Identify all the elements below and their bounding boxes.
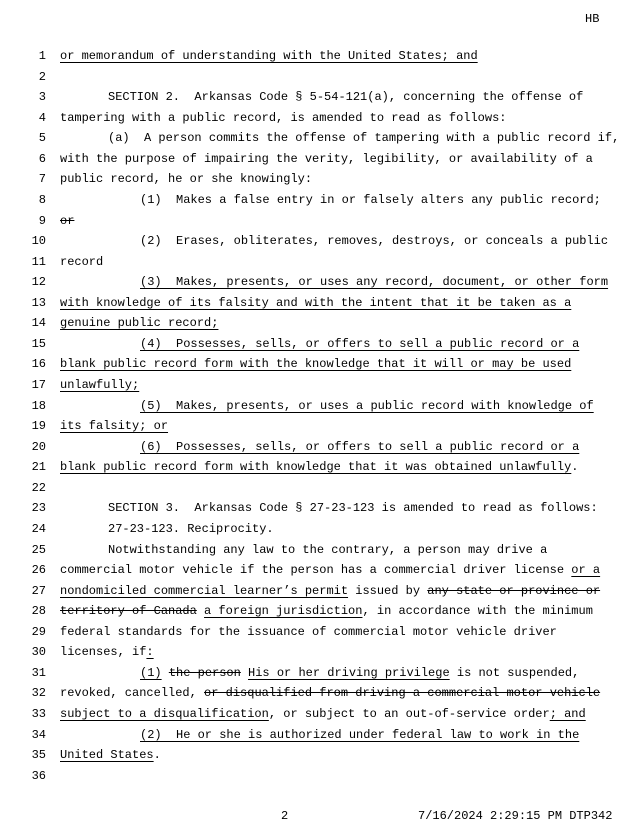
text-segment-strike: or disqualified from driving a commercial motor vehicle (204, 686, 601, 701)
text-segment-underline: blank public record form with the knowledge that it will or may be used (60, 357, 572, 372)
text-segment-underline: United States (60, 748, 154, 763)
text-segment-plain (197, 604, 204, 618)
document-line (0, 190, 638, 211)
document-line (0, 601, 638, 622)
timestamp: 7/16/2024 2:29:15 PM DTP342 (418, 809, 613, 823)
line-text (60, 498, 598, 519)
line-number: 19 (31, 419, 46, 434)
document-line (0, 766, 638, 787)
document-line (0, 313, 638, 334)
text-segment-underline: ; and (549, 707, 586, 721)
line-text (60, 642, 154, 663)
line-text (60, 704, 586, 725)
text-segment-plain: tampering with a public record, is amended to read as follows: (60, 110, 507, 125)
document-line (0, 211, 638, 232)
document-line (0, 375, 638, 396)
text-segment-strike: territory of Canada (60, 604, 197, 619)
line-text (60, 601, 593, 622)
document-line (0, 540, 638, 561)
line-number: 23 (31, 501, 46, 516)
line-text (60, 560, 600, 581)
line-number: 4 (38, 110, 46, 125)
text-segment-underline: (3) Makes, presents, or uses any record, document, or other form (140, 275, 609, 290)
document-line (0, 67, 638, 88)
line-text (60, 211, 74, 232)
line-number: 30 (31, 645, 46, 660)
text-segment-underline: its falsity; or (60, 419, 169, 434)
line-number: 16 (31, 357, 46, 372)
line-number: 2 (38, 69, 46, 84)
line-text (60, 313, 218, 334)
text-segment-underline: or memorandum of understanding with the United States; and (60, 49, 478, 63)
text-segment-plain: 27-23-123. Reciprocity. (108, 521, 274, 536)
text-segment-plain: public record, he or she knowingly: (60, 172, 313, 187)
line-number: 10 (31, 234, 46, 249)
line-number: 11 (31, 254, 46, 269)
text-segment-plain: revoked, cancelled, (60, 686, 205, 701)
text-segment-underline: blank public record form with knowledge that it was obtained unlawfully (60, 460, 572, 475)
document-line (0, 437, 638, 458)
document-line (0, 622, 638, 643)
text-segment-underline: unlawfully; (60, 378, 140, 392)
document-line (0, 704, 638, 725)
line-text (60, 663, 579, 684)
text-segment-plain: SECTION 2. Arkansas Code § 5-54-121(a), concerning the offense of (108, 90, 584, 105)
text-segment-plain: is not suspended, (449, 665, 580, 680)
document-line (0, 108, 638, 129)
document-line (0, 252, 638, 273)
line-text (60, 108, 506, 129)
line-number: 24 (31, 521, 46, 536)
line-number: 28 (31, 604, 46, 619)
text-segment-plain: federal standards for the issuance of commercial motor vehicle driver (60, 624, 557, 639)
text-segment-plain: with the purpose of impairing the verity, legibility, or availability of a (60, 151, 593, 166)
text-segment-plain: . (571, 460, 579, 475)
line-number: 13 (31, 295, 46, 310)
document-line (0, 725, 638, 746)
line-text (60, 581, 600, 602)
text-segment-plain: , in accordance with the minimum (362, 604, 593, 619)
document-line (0, 457, 638, 478)
line-number: 7 (38, 172, 46, 187)
line-text (60, 272, 608, 293)
document-line (0, 87, 638, 108)
text-segment-plain: SECTION 3. Arkansas Code § 27-23-123 is amended to read as follows: (108, 501, 598, 516)
line-number: 5 (38, 131, 46, 146)
bill-type-label: HB (585, 12, 600, 26)
text-segment-plain: Notwithstanding any law to the contrary, a person may drive a (108, 542, 548, 557)
document-line (0, 293, 638, 314)
text-segment-strike: any state or province or (427, 583, 601, 598)
document-line (0, 334, 638, 355)
document-line (0, 149, 638, 170)
text-segment-underline: His or her driving privilege (248, 665, 450, 680)
line-number: 6 (38, 151, 46, 166)
line-number: 25 (31, 542, 46, 557)
text-segment-underline: (1) (140, 665, 162, 680)
line-text (60, 396, 594, 417)
line-number: 17 (31, 378, 46, 392)
text-segment-underline: (4) Possesses, sells, or offers to sell a public record or a (140, 336, 580, 351)
line-number: 8 (38, 192, 46, 207)
line-number: 32 (31, 686, 46, 701)
line-text (60, 190, 601, 211)
line-number: 31 (31, 665, 46, 680)
line-text (60, 87, 583, 108)
line-number: 34 (31, 727, 46, 742)
line-text (60, 128, 619, 149)
line-text (60, 375, 139, 396)
page-footer (0, 806, 638, 827)
bill-text-body (0, 46, 638, 786)
line-number: 22 (31, 480, 46, 495)
line-text (60, 46, 478, 67)
text-segment-underline: or a (571, 563, 601, 578)
text-segment-plain: issued by (348, 583, 428, 598)
line-text (60, 457, 579, 478)
document-line (0, 46, 638, 67)
text-segment-underline: (2) He or she is authorized under federal law to work in the (140, 727, 580, 742)
text-segment-plain: . (153, 748, 161, 763)
line-text (60, 252, 103, 273)
document-line (0, 169, 638, 190)
line-text (60, 231, 608, 252)
line-text (60, 745, 161, 766)
line-number: 21 (31, 460, 46, 475)
text-segment-plain: (a) A person commits the offense of tampering with a public record if, (108, 131, 620, 146)
text-segment-plain: , or subject to an out-of-service order (268, 707, 550, 721)
text-segment-strike: or (60, 213, 75, 228)
document-line (0, 231, 638, 252)
line-text (60, 725, 579, 746)
document-line (0, 272, 638, 293)
text-segment-plain (241, 666, 248, 680)
line-number: 18 (31, 398, 46, 413)
line-text (60, 519, 274, 540)
document-line (0, 354, 638, 375)
text-segment-underline: a foreign jurisdiction (204, 604, 363, 619)
line-text (60, 354, 571, 375)
line-number: 26 (31, 563, 46, 578)
line-number: 35 (31, 748, 46, 763)
line-number: 29 (31, 624, 46, 639)
text-segment-plain: licenses, if (60, 645, 147, 660)
line-text (60, 683, 600, 704)
document-line (0, 128, 638, 149)
document-line (0, 519, 638, 540)
line-number: 33 (31, 707, 46, 721)
document-line (0, 478, 638, 499)
line-text (60, 540, 547, 561)
line-number: 3 (38, 90, 46, 105)
line-number: 14 (31, 316, 46, 331)
text-segment-plain (162, 666, 169, 680)
line-text (60, 169, 312, 190)
document-line (0, 396, 638, 417)
line-text (60, 334, 579, 355)
text-segment-underline: subject to a disqualification (60, 707, 269, 721)
text-segment-strike: the person (168, 665, 241, 680)
document-line (0, 560, 638, 581)
line-number: 15 (31, 336, 46, 351)
text-segment-plain: record (60, 254, 104, 269)
document-line (0, 581, 638, 602)
line-number: 20 (31, 439, 46, 454)
text-segment-underline: genuine public record; (60, 316, 219, 331)
document-line (0, 683, 638, 704)
line-number: 9 (38, 213, 46, 228)
line-text (60, 416, 168, 437)
line-number: 36 (31, 768, 46, 783)
line-text (60, 149, 593, 170)
document-line (0, 416, 638, 437)
document-line (0, 663, 638, 684)
page-number: 2 (281, 809, 289, 823)
line-text (60, 437, 579, 458)
document-line (0, 498, 638, 519)
text-segment-underline: nondomiciled commercial learner’s permit (60, 583, 349, 598)
line-text (60, 293, 571, 314)
text-segment-underline: (6) Possesses, sells, or offers to sell a public record or a (140, 439, 580, 454)
text-segment-underline: with knowledge of its falsity and with the intent that it be taken as a (60, 295, 572, 310)
line-number: 1 (38, 49, 46, 63)
text-segment-plain: (1) Makes a false entry in or falsely alters any public record; (140, 192, 601, 207)
text-segment-plain: (2) Erases, obliterates, removes, destroys, or conceals a public (140, 234, 609, 249)
text-segment-plain: commercial motor vehicle if the person has a commercial driver license (60, 563, 572, 578)
text-segment-underline: (5) Makes, presents, or uses a public record with knowledge of (140, 398, 594, 413)
line-number: 12 (31, 275, 46, 290)
line-number: 27 (31, 583, 46, 598)
text-segment-underline: : (146, 645, 154, 660)
line-text (60, 622, 557, 643)
document-line (0, 745, 638, 766)
document-line (0, 642, 638, 663)
